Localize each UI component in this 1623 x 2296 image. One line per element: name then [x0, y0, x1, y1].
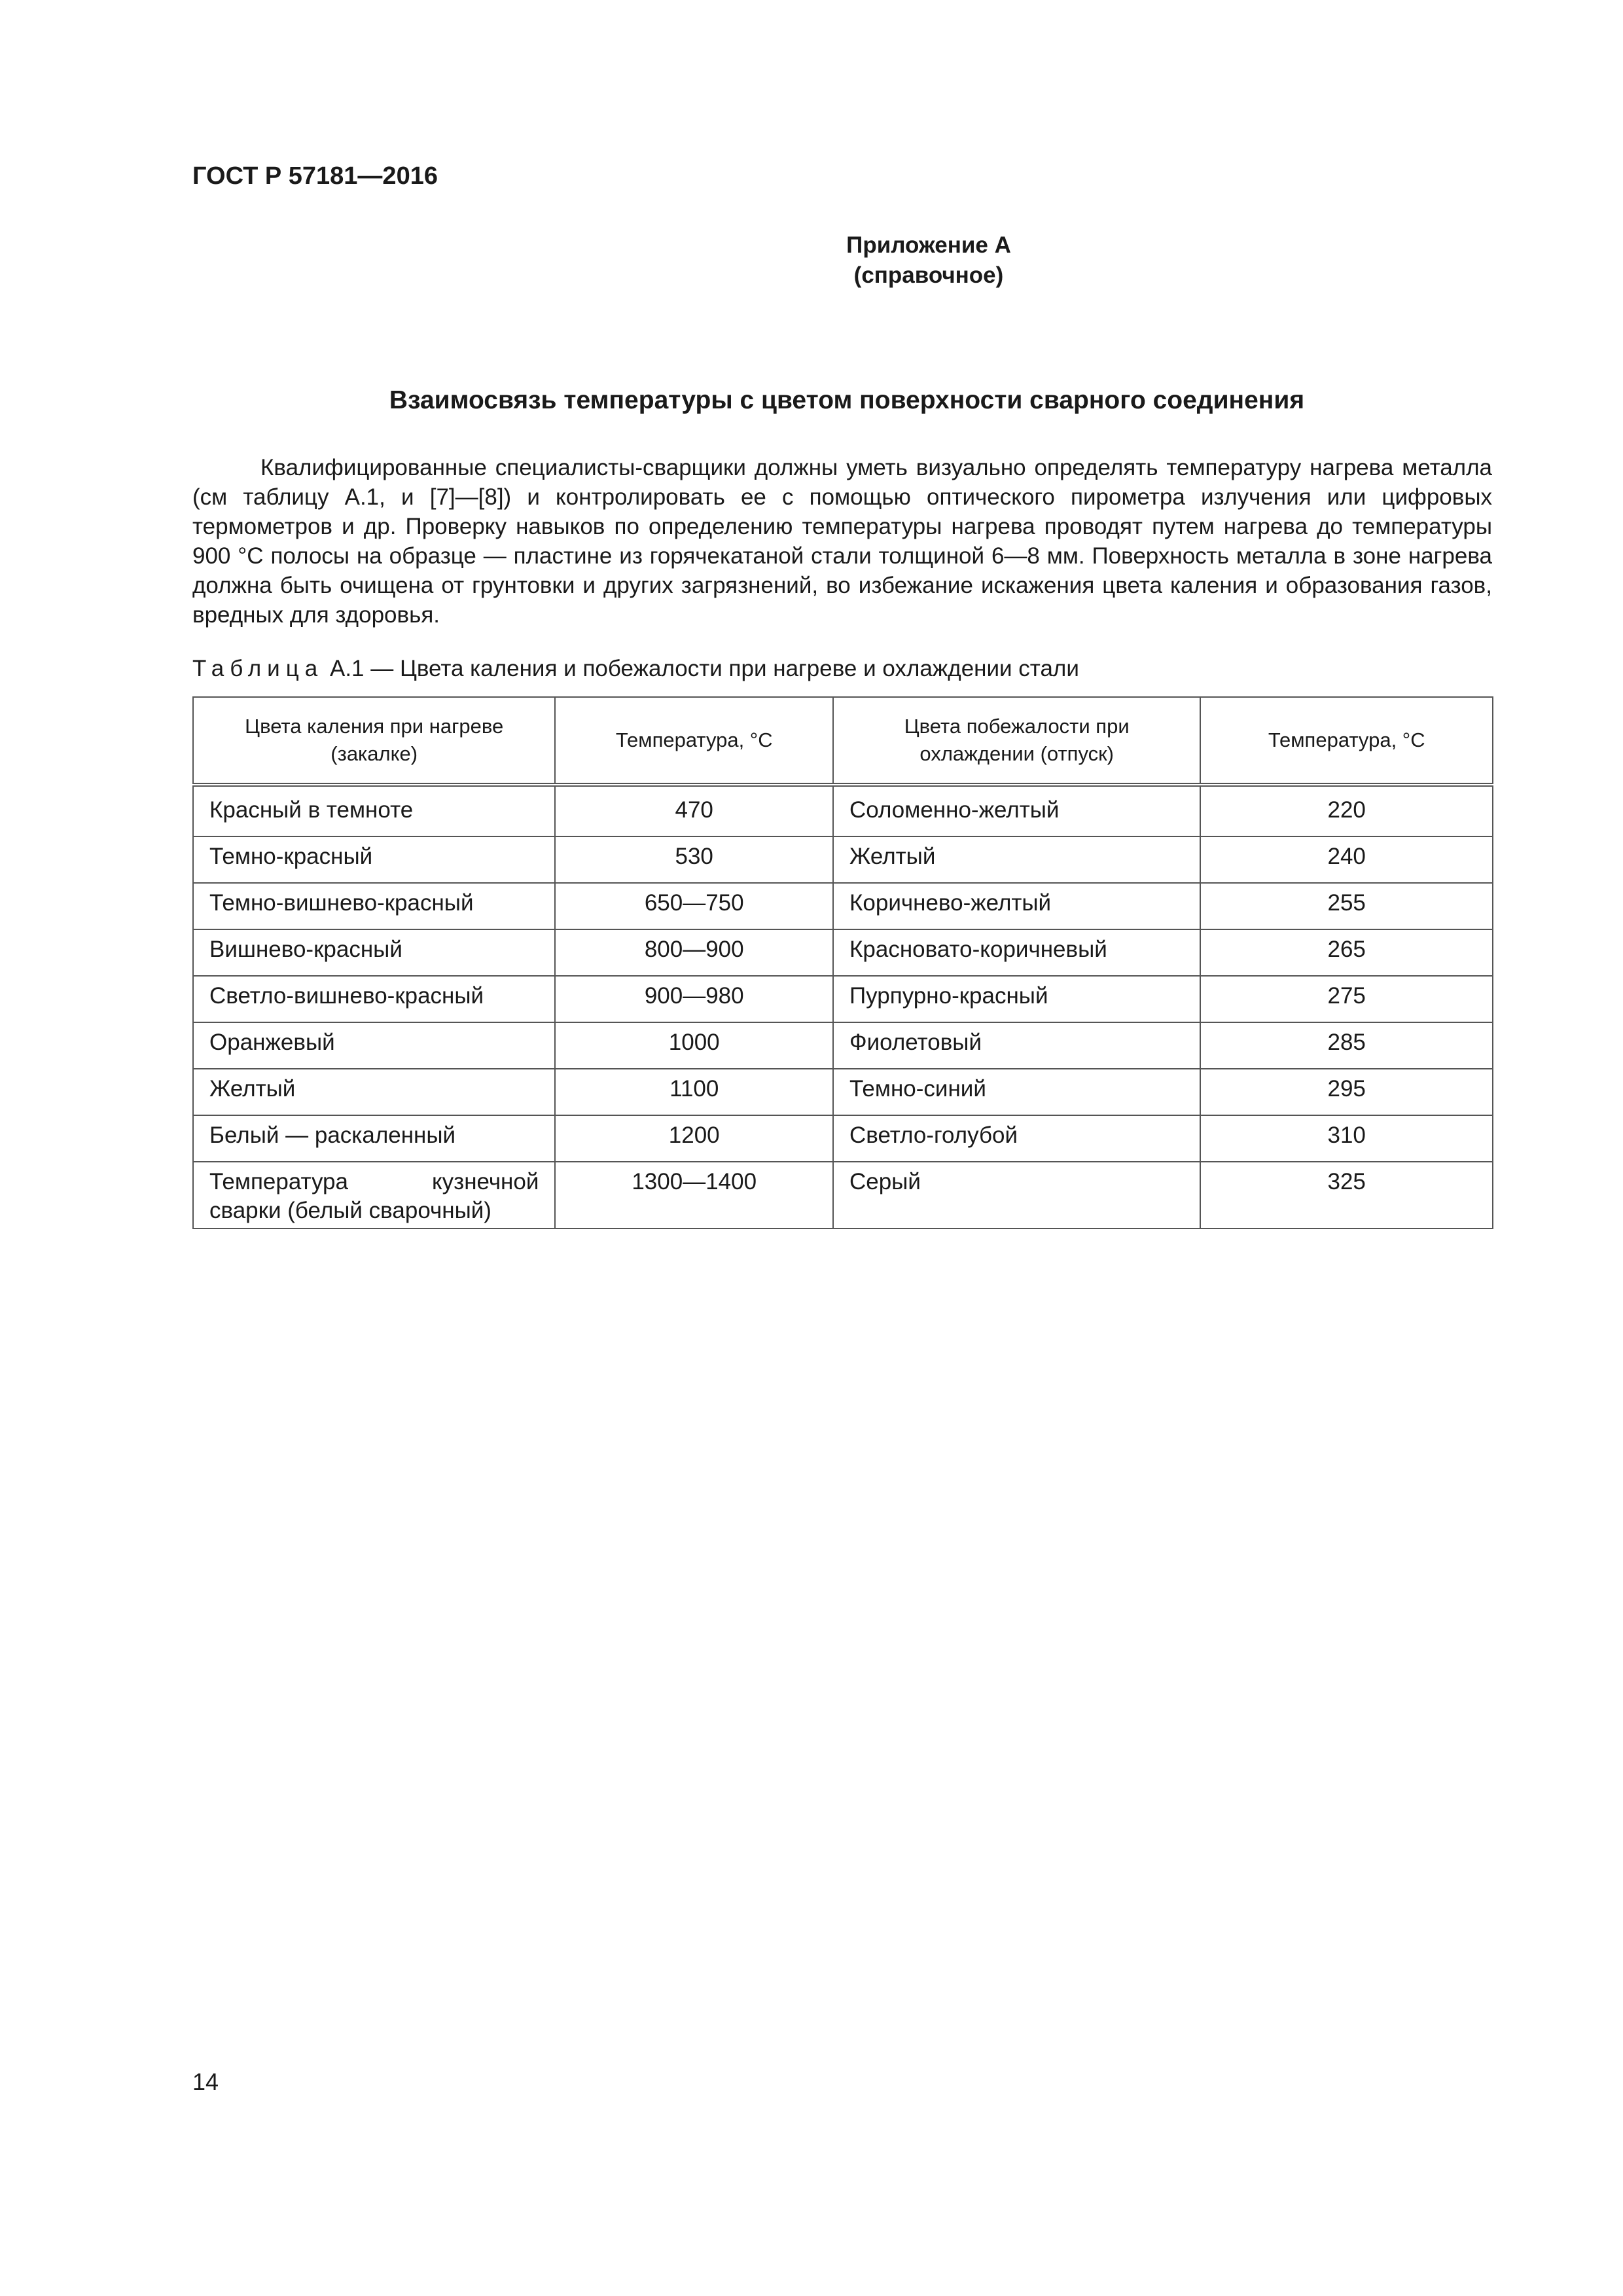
table-cell: Белый — раскаленный	[193, 1115, 555, 1162]
temperature-color-table	[192, 696, 1493, 1229]
table-cell: Коричнево-желтый	[833, 883, 1200, 929]
table-cell: 530	[555, 836, 833, 883]
table-row	[193, 1162, 1493, 1229]
table-cell: Вишнево-красный	[193, 929, 555, 976]
table-cell: 900—980	[555, 976, 833, 1022]
table-cell: 325	[1200, 1162, 1493, 1229]
table-row	[193, 1022, 1493, 1069]
table-cell: Желтый	[833, 836, 1200, 883]
table-cell: Красный в темноте	[193, 785, 555, 836]
table-row	[193, 836, 1493, 883]
table-cell: 275	[1200, 976, 1493, 1022]
table-caption-label: Таблица	[192, 656, 324, 681]
table-cell: 650—750	[555, 883, 833, 929]
column-header: Цвета каления при нагреве (закалке)	[193, 697, 555, 785]
table-cell: 470	[555, 785, 833, 836]
table-row	[193, 785, 1493, 836]
table-cell: 1200	[555, 1115, 833, 1162]
column-header: Цвета побежалости при охлаждении (отпуск)	[833, 697, 1200, 785]
table-cell: Темно-красный	[193, 836, 555, 883]
table-cell: Желтый	[193, 1069, 555, 1115]
table-caption-text: А.1 — Цвета каления и побежалости при нагреве и охлаждении стали	[329, 656, 1079, 681]
table-cell: 240	[1200, 836, 1493, 883]
table-cell: Серый	[833, 1162, 1200, 1229]
table-header-row	[193, 697, 1493, 785]
table-cell: 295	[1200, 1069, 1493, 1115]
table-row	[193, 929, 1493, 976]
table-cell: 1300—1400	[555, 1162, 833, 1229]
table-cell: 1100	[555, 1069, 833, 1115]
table-cell: 220	[1200, 785, 1493, 836]
body-paragraph: Квалифицированные специалисты-сварщики должны уметь визуально определять температуру нагрева металла (см таблицу А.1, и [7]—[8]) и контролировать ее с помощью оптического пирометра излучения или цифровых термометров и др. Проверку навыков по определению температуры нагрева проводят путем нагрева до температуры 900 °С полосы на образце — пластине из горячекатаной стали толщиной 6—8 мм. Поверхность металла в зоне нагрева должна быть очищена от грунтовки и других загрязнений, во избежание искажения цвета каления и образования газов, вредных для здоровья.	[192, 455, 1492, 628]
table-cell: Фиолетовый	[833, 1022, 1200, 1069]
appendix-subtitle: (справочное)	[853, 262, 1004, 288]
table-cell: Красновато-коричневый	[833, 929, 1200, 976]
table-cell: Светло-голубой	[833, 1115, 1200, 1162]
table-cell: Светло-вишнево-красный	[193, 976, 555, 1022]
table-cell: 1000	[555, 1022, 833, 1069]
appendix-heading	[192, 230, 1501, 291]
table-cell: Темно-синий	[833, 1069, 1200, 1115]
table-cell: 800—900	[555, 929, 833, 976]
table-cell: Пурпурно-красный	[833, 976, 1200, 1022]
table-caption	[192, 656, 1079, 682]
appendix-title: Приложение А	[846, 232, 1011, 258]
column-header: Температура, °С	[555, 697, 833, 785]
section-title: Взаимосвязь температуры с цветом поверхности сварного соединения	[389, 386, 1305, 414]
table-row	[193, 1069, 1493, 1115]
table-row	[193, 883, 1493, 929]
page-number: 14	[192, 2068, 219, 2095]
document-id-header: ГОСТ Р 57181—2016	[192, 162, 438, 190]
table-cell: Оранжевый	[193, 1022, 555, 1069]
table-row	[193, 976, 1493, 1022]
table-row	[193, 1115, 1493, 1162]
table-cell: 265	[1200, 929, 1493, 976]
table-cell: 255	[1200, 883, 1493, 929]
table-cell: Темно-вишнево-красный	[193, 883, 555, 929]
table-cell: 310	[1200, 1115, 1493, 1162]
table-cell: Температура кузнечной сварки (белый сварочный)	[193, 1162, 555, 1229]
column-header: Температура, °С	[1200, 697, 1493, 785]
table-cell: 285	[1200, 1022, 1493, 1069]
table-cell: Соломенно-желтый	[833, 785, 1200, 836]
